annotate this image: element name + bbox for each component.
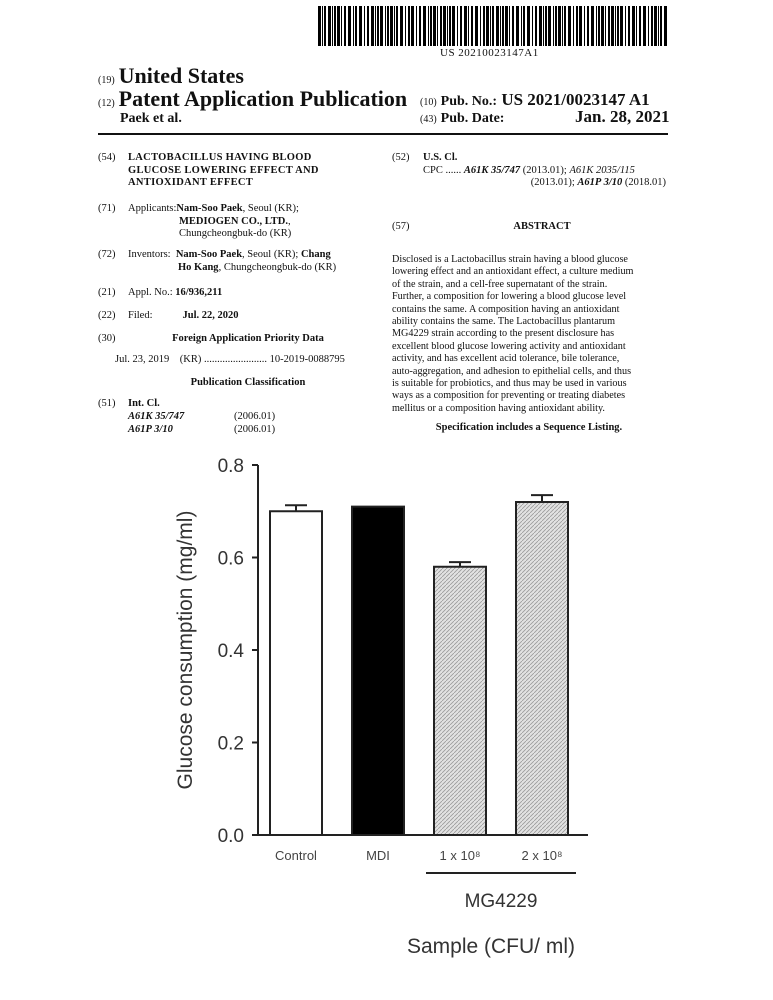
inventor-location: , Chungcheongbuk-do (KR) xyxy=(218,261,337,273)
cpc-year: (2018.01) xyxy=(622,177,666,188)
barcode-bar xyxy=(608,6,610,46)
barcode-bar xyxy=(545,6,547,46)
priority-dots: ........................ xyxy=(203,354,267,365)
inventor-name: Nam-Soo Paek xyxy=(175,249,243,260)
barcode-bar xyxy=(400,6,403,46)
barcode-bar xyxy=(408,6,410,46)
invention-title xyxy=(128,152,398,190)
bar xyxy=(352,507,404,835)
applicant-location: , Seoul (KR); xyxy=(242,203,299,214)
barcode-bar xyxy=(535,6,537,46)
y-axis-label: Glucose consumption (mg/ml) xyxy=(174,510,197,790)
pub-no: US 2021/0023147 A1 xyxy=(501,90,650,109)
intcl-year: (2006.01) xyxy=(234,423,276,435)
applicant-location: Chungcheongbuk-do (KR) xyxy=(179,228,292,239)
barcode-bar xyxy=(468,6,469,46)
barcode-bar xyxy=(553,6,554,46)
barcode-bar xyxy=(643,6,646,46)
barcode-bar xyxy=(573,6,574,46)
barcode-bar xyxy=(396,6,398,46)
inventors-label: Inventors: xyxy=(128,249,171,260)
cpc-dots: ...... xyxy=(445,164,462,176)
barcode-bar xyxy=(375,6,376,46)
title-line: ANTIOXIDANT EFFECT xyxy=(128,177,254,188)
abstract-heading: ABSTRACT xyxy=(513,221,571,232)
classification-heading xyxy=(128,377,368,390)
abstract-line: Disclosed is a Lactobacillus strain having a blood glucose xyxy=(392,254,628,265)
abstract-line: ability contains the same. The Lactobacillus plantarum xyxy=(392,316,616,328)
barcode-bar xyxy=(562,6,563,46)
bar xyxy=(270,511,322,835)
filed-section xyxy=(98,310,398,323)
y-tick-label: 0.4 xyxy=(217,641,244,662)
barcode-bar xyxy=(639,6,641,46)
pub-date: Jan. 28, 2021 xyxy=(575,107,670,126)
country-code: (19) xyxy=(98,75,115,86)
barcode-bar xyxy=(620,6,623,46)
barcode-bar xyxy=(452,6,455,46)
barcode-bar xyxy=(367,6,369,46)
abstract-line: MG4229 strain according to the present disclosure has xyxy=(392,328,615,340)
appl-no-section xyxy=(98,287,398,300)
pub-no-label: Pub. No.: xyxy=(440,94,498,109)
intcl-code: (51) xyxy=(98,398,116,409)
barcode-bar xyxy=(480,6,481,46)
barcode-bar xyxy=(654,6,657,46)
y-tick-label: 0.8 xyxy=(217,456,244,477)
priority-number: 10-2019-0088795 xyxy=(269,354,345,365)
barcode-bar xyxy=(348,6,351,46)
pub-date-line xyxy=(420,107,670,127)
filed-label: Filed: xyxy=(128,310,153,321)
filed-code: (22) xyxy=(98,310,116,321)
bar xyxy=(434,567,486,835)
barcode-bar xyxy=(579,6,582,46)
barcode-bar xyxy=(328,6,331,46)
barcode-bar xyxy=(555,6,557,46)
title-line: LACTOBACILLUS HAVING BLOOD xyxy=(128,152,312,163)
cpc-year: (2013.01); xyxy=(530,177,578,188)
barcode-bar xyxy=(601,6,604,46)
cpc-class: A61P 3/10 xyxy=(577,177,623,188)
title-line: GLUCOSE LOWERING EFFECT AND xyxy=(128,164,319,176)
applicants-code: (71) xyxy=(98,203,116,214)
barcode-bar xyxy=(419,6,421,46)
pub-no-code: (10) xyxy=(420,97,437,108)
priority-entry xyxy=(115,354,415,367)
barcode-bar xyxy=(496,6,499,46)
pub-date-label: Pub. Date: xyxy=(440,111,505,126)
barcode-bar xyxy=(628,6,630,46)
title-code: (54) xyxy=(98,152,116,163)
intcl-class: A61P 3/10 xyxy=(128,423,173,435)
title-section xyxy=(98,152,398,190)
barcode-bar xyxy=(337,6,340,46)
uscl-label: U.S. Cl. xyxy=(423,152,458,163)
barcode-bar xyxy=(543,6,544,46)
intcl-section xyxy=(98,398,398,437)
barcode-bar xyxy=(430,6,432,46)
sequence-note xyxy=(392,422,666,435)
abstract-line: of the strain, and a cell-free supernatant of the strain. xyxy=(392,278,608,290)
barcode-bar xyxy=(464,6,467,46)
appl-no: 16/936,211 xyxy=(175,287,223,298)
abstract-code: (57) xyxy=(392,221,410,232)
abstract-line: activity, and has excellent acid tolerance, bile tolerance, xyxy=(392,353,620,365)
barcode-bar xyxy=(377,6,379,46)
abstract-header xyxy=(392,221,672,234)
bar xyxy=(516,502,568,835)
appl-label: Appl. No.: xyxy=(128,287,173,298)
priority-country: (KR) xyxy=(179,354,202,365)
filed-date: Jul. 22, 2020 xyxy=(182,310,239,321)
barcode-bar xyxy=(353,6,354,46)
priority-heading: Foreign Application Priority Data xyxy=(172,333,324,344)
intcl-year: (2006.01) xyxy=(234,410,276,422)
barcode-bar xyxy=(625,6,626,46)
barcode-bar xyxy=(460,6,462,46)
barcode-bar xyxy=(505,6,508,46)
barcode-bar xyxy=(516,6,519,46)
x-tick-label: 2 x 10⁸ xyxy=(521,848,563,863)
inventor-short: Paek et al. xyxy=(120,111,182,126)
abstract-line: contains the same. A composition having an antioxidant xyxy=(392,303,620,315)
abstract-line: ways as a composition for preventing or treating diabetes xyxy=(392,390,626,402)
cpc-year: (2013.01); xyxy=(520,164,570,176)
barcode-bar xyxy=(471,6,473,46)
barcode-bar xyxy=(636,6,637,46)
barcode-bar xyxy=(322,6,323,46)
intcl-row xyxy=(128,411,398,424)
barcode-bar xyxy=(596,6,597,46)
header-rule xyxy=(98,133,668,135)
inventor-location: , Seoul (KR); xyxy=(242,249,301,260)
intcl-row xyxy=(128,424,398,437)
barcode-bar xyxy=(394,6,395,46)
barcode-bar xyxy=(502,6,504,46)
barcode-bar xyxy=(405,6,406,46)
barcode-bar xyxy=(423,6,426,46)
barcode-bar xyxy=(364,6,365,46)
barcode-bar xyxy=(568,6,571,46)
barcode-bar xyxy=(385,6,386,46)
barcode-bar xyxy=(334,6,336,46)
x-tick-label: Control xyxy=(275,848,317,863)
barcode-bar xyxy=(660,6,662,46)
barcode-bar xyxy=(344,6,346,46)
barcode-bar xyxy=(437,6,438,46)
barcode-bar xyxy=(449,6,451,46)
barcode-bar xyxy=(664,6,667,46)
applicant-name: Nam-Soo Paek xyxy=(176,203,243,214)
barcode-bar xyxy=(341,6,342,46)
inventors-section xyxy=(98,249,398,274)
barcode-bar xyxy=(359,6,362,46)
abstract-line: is suitable for probiotics, and thus may be used in various xyxy=(392,378,627,390)
sequence-note-text: Specification includes a Sequence Listing. xyxy=(435,422,623,433)
abstract-line: excellent blood glucose lowering activity and antioxidant xyxy=(392,340,626,352)
abstract-line: auto-aggregation, and adhesion to epithelial cells, and thus xyxy=(392,365,632,377)
uscl-code: (52) xyxy=(392,152,410,163)
y-tick-label: 0.6 xyxy=(217,548,244,570)
cpc-label: CPC xyxy=(423,164,443,176)
intcl-class: A61K 35/747 xyxy=(128,410,185,422)
barcode-bar xyxy=(584,6,585,46)
priority-date: Jul. 23, 2019 xyxy=(115,354,170,365)
x-tick-label: MDI xyxy=(366,848,390,863)
barcode-bar xyxy=(440,6,442,46)
applicants-label: Applicants: xyxy=(128,203,177,214)
priority-code: (30) xyxy=(98,333,116,344)
barcode-bar xyxy=(380,6,383,46)
classification-heading-text: Publication Classification xyxy=(190,377,306,388)
barcode-bar xyxy=(318,6,321,46)
barcode-bar xyxy=(416,6,417,46)
barcode-bar xyxy=(587,6,589,46)
inventor-name: Ho Kang xyxy=(178,261,219,273)
intcl-label: Int. Cl. xyxy=(128,398,160,409)
appl-code: (21) xyxy=(98,287,116,298)
barcode-bar xyxy=(483,6,485,46)
applicant-location: , xyxy=(288,215,291,227)
abstract-line: Further, a composition for lowering a blood glucose level xyxy=(392,291,627,303)
barcode-bar xyxy=(648,6,649,46)
country: United States xyxy=(118,63,244,88)
barcode-bar xyxy=(591,6,594,46)
inventors-code: (72) xyxy=(98,249,116,260)
inventor-name: Chang xyxy=(300,249,331,260)
barcode-bar xyxy=(576,6,578,46)
barcode-bar xyxy=(523,6,525,46)
barcode-bar xyxy=(490,6,491,46)
barcode-bar xyxy=(324,6,326,46)
uscl-section xyxy=(392,152,672,190)
barcode-bar xyxy=(332,6,333,46)
barcode-bar xyxy=(475,6,478,46)
barcode-bar xyxy=(492,6,494,46)
barcode-bar xyxy=(428,6,429,46)
barcode-bar xyxy=(605,6,606,46)
barcode-bar xyxy=(457,6,458,46)
barcode-bar xyxy=(447,6,448,46)
barcode-bar xyxy=(611,6,614,46)
pub-type-line xyxy=(98,86,407,112)
cpc-class: A61K 35/747 xyxy=(463,164,521,176)
barcode-bar xyxy=(651,6,653,46)
pub-date-code: (43) xyxy=(420,114,437,125)
barcode-bar xyxy=(509,6,510,46)
barcode-bar xyxy=(615,6,616,46)
priority-section xyxy=(98,333,398,346)
barcode-bar xyxy=(387,6,389,46)
barcode-bar xyxy=(564,6,566,46)
barcode-bar xyxy=(512,6,514,46)
barcode xyxy=(318,6,668,46)
barcode-bar xyxy=(548,6,551,46)
glucose-consumption-chart xyxy=(170,445,600,975)
barcode-bar xyxy=(411,6,414,46)
barcode-bar xyxy=(598,6,600,46)
abstract-body xyxy=(392,254,666,415)
y-tick-label: 0.0 xyxy=(217,826,244,847)
barcode-bar xyxy=(617,6,619,46)
applicants-section xyxy=(98,203,398,241)
barcode-bar xyxy=(539,6,542,46)
pub-type: Patent Application Publication xyxy=(118,86,408,111)
barcode-bar xyxy=(486,6,489,46)
x-tick-label: 1 x 10⁸ xyxy=(439,848,481,863)
barcode-bar xyxy=(500,6,501,46)
barcode-bar xyxy=(521,6,522,46)
barcode-bar xyxy=(527,6,530,46)
barcode-bar xyxy=(433,6,436,46)
abstract-line: lowering effect and an antioxidant effect, a culture medium xyxy=(392,266,634,278)
barcode-number: US 20210023147A1 xyxy=(440,47,539,59)
x-axis-label: Sample (CFU/ ml) xyxy=(406,935,576,958)
pub-type-code: (12) xyxy=(98,98,115,109)
barcode-bar xyxy=(390,6,393,46)
barcode-bar xyxy=(658,6,659,46)
barcode-bar xyxy=(355,6,357,46)
group-label: MG4229 xyxy=(464,891,538,912)
barcode-bar xyxy=(632,6,635,46)
barcode-bar xyxy=(443,6,446,46)
barcode-bar xyxy=(371,6,374,46)
y-tick-label: 0.2 xyxy=(217,733,244,755)
barcode-bar xyxy=(532,6,533,46)
abstract-line: mellitus or a composition having antioxidant ability. xyxy=(392,402,605,414)
cpc-class: A61K 2035/115 xyxy=(569,164,635,176)
barcode-bar xyxy=(558,6,561,46)
applicant-name: MEDIOGEN CO., LTD. xyxy=(179,215,289,227)
